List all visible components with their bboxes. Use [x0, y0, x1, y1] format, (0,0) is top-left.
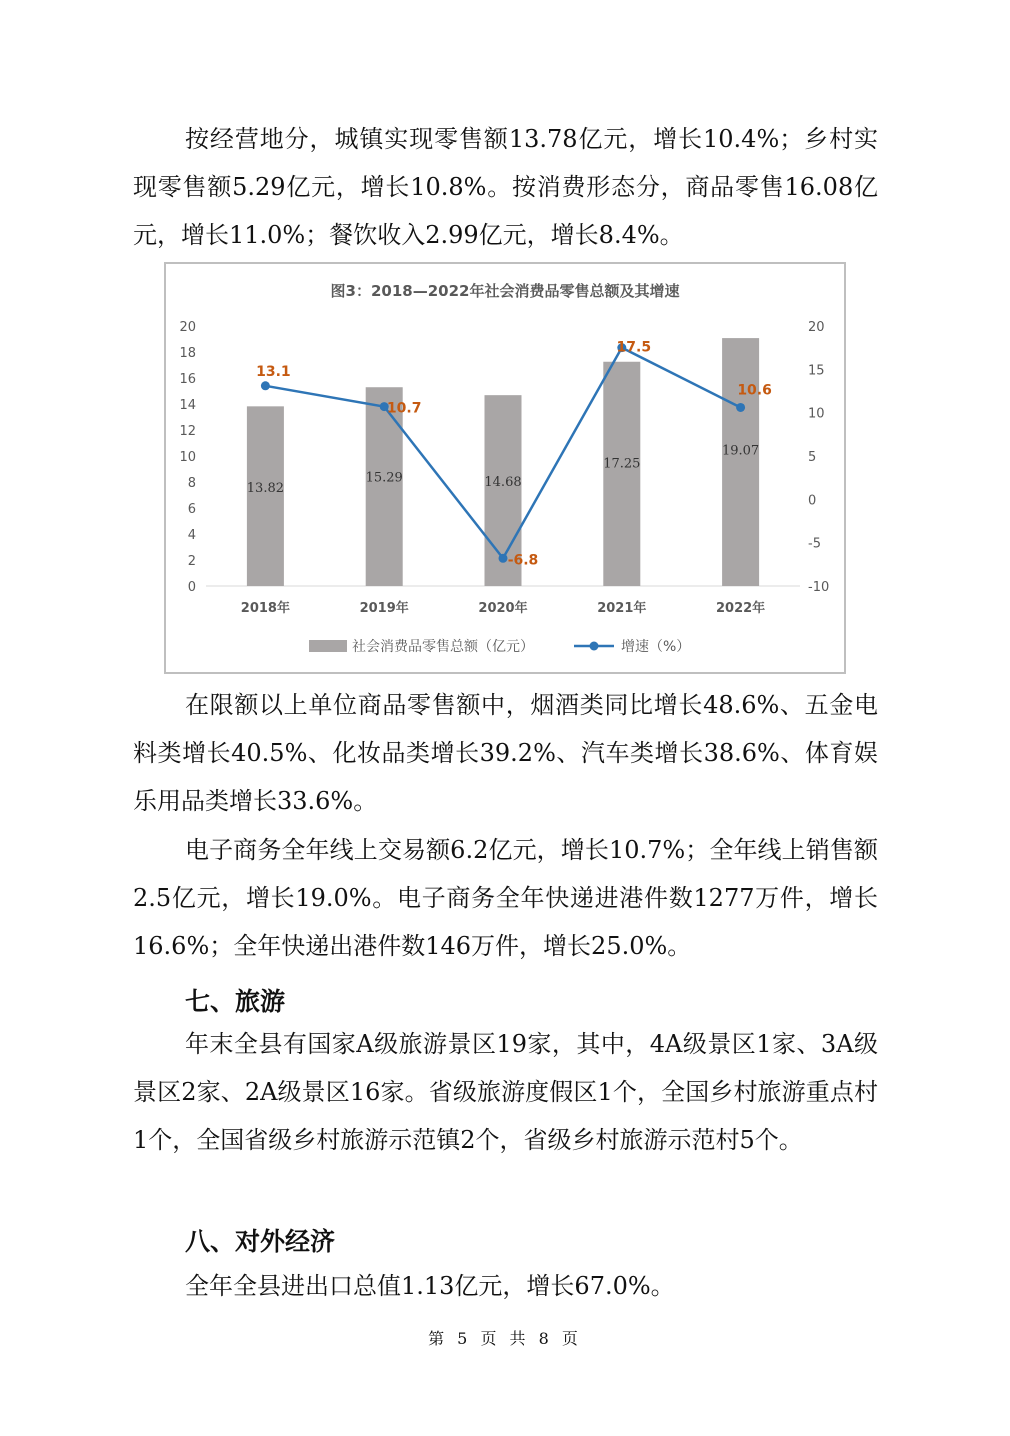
bar-value-label: 14.68	[484, 475, 522, 491]
x-tick-label: 2019年	[359, 601, 409, 616]
legend-line-label: 增速（%）	[621, 639, 691, 655]
paragraph-ecommerce: 电子商务全年线上交易额6.2亿元，增长10.7%；全年线上销售额2.5亿元，增长19.0%。电子商务全年快递进港件数1277万件，增长16.6%；全年快递出港件数146万件，增长25.0%。	[133, 836, 878, 960]
bar	[603, 362, 640, 586]
left-tick-label: 12	[179, 424, 196, 439]
chart-title: 图3：2018—2022年社会消费品零售总额及其增速	[330, 282, 680, 300]
growth-value-label: 17.5	[616, 339, 652, 356]
bar-value-label: 13.82	[246, 481, 285, 497]
right-tick-label: 15	[808, 363, 825, 379]
x-tick-label: 2022年	[716, 601, 766, 616]
bar-value-label: 15.29	[365, 470, 403, 486]
paragraph-external-economy: 全年全县进出口总值1.13亿元，增长67.0%。	[185, 1272, 675, 1300]
right-tick-label: 20	[808, 320, 825, 335]
x-tick-label: 2018年	[240, 601, 290, 616]
growth-point	[736, 403, 745, 412]
bar	[366, 387, 403, 586]
left-tick-label: 10	[179, 450, 196, 465]
section-heading-tourism: 七、旅游	[185, 987, 286, 1016]
bar-value-label: 19.07	[721, 443, 760, 459]
paragraph-retail-breakdown: 按经营地分，城镇实现零售额13.78亿元，增长10.4%；乡村实现零售额5.29亿元，增长10.8%。按消费形态分，商品零售16.08亿元，增长11.0%；餐饮收入2.99亿元，增长8.4%。	[133, 125, 878, 249]
left-tick-label: 2	[187, 554, 196, 569]
growth-value-label: 10.7	[386, 400, 422, 417]
legend-bar-swatch	[309, 640, 347, 652]
bar-series	[247, 338, 759, 586]
x-tick-label: 2021年	[597, 601, 647, 616]
growth-point	[261, 381, 270, 390]
chart-retail-sales	[164, 262, 846, 674]
right-axis	[808, 320, 829, 595]
x-axis-labels	[241, 600, 765, 616]
right-tick-label: -5	[808, 536, 821, 552]
bar-value-label: 17.25	[603, 456, 641, 472]
left-tick-label: 14	[179, 398, 196, 413]
right-tick-label: 5	[808, 450, 817, 465]
chart-svg	[166, 264, 844, 672]
growth-point	[499, 554, 508, 563]
left-axis	[179, 320, 196, 595]
left-tick-label: 6	[187, 502, 196, 517]
right-tick-label: -10	[808, 580, 830, 595]
growth-value-label: -6.8	[507, 552, 539, 569]
legend-line-marker	[590, 642, 599, 651]
paragraph-tourism: 年末全县有国家A级旅游景区19家，其中，4A级景区1家、3A级景区2家、2A级景区16家。省级旅游度假区1个，全国乡村旅游重点村1个，全国省级乡村旅游示范镇2个，省级乡村旅游示范村5个。	[133, 1030, 878, 1154]
left-tick-label: 20	[179, 320, 196, 335]
growth-value-label: 10.6	[737, 382, 772, 399]
section-heading-external-economy: 八、对外经济	[185, 1227, 336, 1256]
left-tick-label: 16	[179, 372, 196, 387]
bar	[722, 338, 759, 586]
legend	[309, 638, 690, 655]
left-tick-label: 18	[179, 346, 196, 361]
page-footer: 第 5 页 共 8 页	[428, 1329, 582, 1348]
right-tick-label: 10	[808, 406, 825, 422]
right-tick-label: 0	[808, 493, 817, 509]
left-tick-label: 0	[187, 580, 196, 595]
paragraph-retail-categories: 在限额以上单位商品零售额中，烟酒类同比增长48.6%、五金电料类增长40.5%、化妆品类增长39.2%、汽车类增长38.6%、体育娱乐用品类增长33.6%。	[133, 691, 878, 815]
left-tick-label: 4	[187, 528, 196, 543]
x-tick-label: 2020年	[478, 601, 528, 616]
left-tick-label: 8	[187, 476, 196, 491]
legend-bar-label: 社会消费品零售总额（亿元）	[352, 639, 534, 655]
growth-value-label: 13.1	[256, 363, 291, 380]
